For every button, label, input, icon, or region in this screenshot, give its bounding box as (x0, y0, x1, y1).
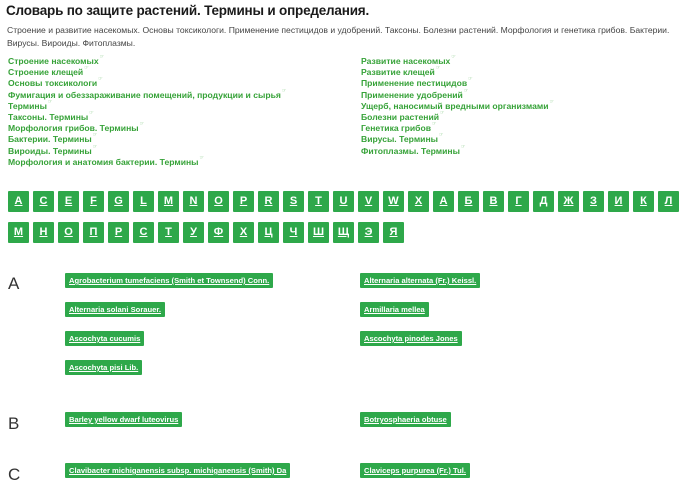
alphabet-letter-button[interactable]: Г (508, 191, 529, 212)
external-link-icon: ☞ (440, 109, 445, 116)
alphabet-letter-button[interactable]: Д (533, 191, 554, 212)
alphabet-letter-button[interactable]: W (383, 191, 404, 212)
topic-link-item (361, 88, 554, 99)
alphabet-letter-button[interactable]: А (433, 191, 454, 212)
alphabet-row-2 (8, 222, 698, 243)
alphabet-letter-button[interactable]: Л (658, 191, 679, 212)
section-heading-a: A (8, 274, 20, 293)
alphabet-letter-button[interactable]: И (608, 191, 629, 212)
alphabet-letter-button[interactable]: У (183, 222, 204, 243)
alphabet-letter-button[interactable]: Ч (283, 222, 304, 243)
term-link[interactable]: Barley yellow dwarf luteovirus (65, 412, 182, 427)
term-link[interactable]: Alternaria alternata (Fr.) Keissl. (360, 273, 480, 288)
alphabet-letter-button[interactable]: L (133, 191, 154, 212)
term-link[interactable]: Armillaria mellea (360, 302, 429, 317)
topic-link-morfologiya-bakterii[interactable]: Морфология и анатомия бактерии. Термины (8, 156, 199, 167)
external-link-icon: ☞ (139, 121, 145, 128)
alphabet-letter-button[interactable]: Щ (333, 222, 354, 243)
external-link-icon: ☞ (460, 143, 466, 150)
external-link-icon: ☞ (84, 65, 89, 72)
external-link-icon: ☞ (99, 54, 105, 60)
topic-link-item (8, 76, 286, 87)
topic-link-ushcherb[interactable]: Ущерб, наносимый вредными организмами (361, 100, 549, 111)
alphabet-letter-button[interactable]: Ж (558, 191, 579, 212)
topic-link-razvitie-nasekomyh[interactable]: Развитие насекомых (361, 56, 451, 66)
external-link-icon: ☞ (463, 87, 469, 94)
term-link[interactable]: Botryosphaeria obtuse (360, 412, 451, 427)
term-link[interactable]: Agrobacterium tumefaciens (Smith et Townsend) Conn. (65, 273, 273, 288)
alphabet-letter-button[interactable]: Р (108, 222, 129, 243)
section-heading-b: B (8, 414, 20, 433)
topic-link-virusy[interactable]: Вирусы. Термины (361, 134, 438, 145)
topic-link-item (8, 155, 286, 166)
alphabet-letter-button[interactable]: О (58, 222, 79, 243)
alphabet-letter-button[interactable]: Ц (258, 222, 279, 243)
alphabet-letter-button[interactable]: G (108, 191, 129, 212)
external-link-icon: ☞ (199, 154, 205, 161)
topic-link-item (361, 65, 554, 76)
alphabet-letter-button[interactable]: M (158, 191, 179, 212)
external-link-icon: ☞ (451, 54, 456, 60)
alphabet-letter-button[interactable]: Ф (208, 222, 229, 243)
alphabet-letter-button[interactable]: С (133, 222, 154, 243)
alphabet-letter-button[interactable]: Я (383, 222, 404, 243)
alphabet-letter-button[interactable]: R (258, 191, 279, 212)
external-link-icon: ☞ (92, 132, 98, 139)
external-link-icon: ☞ (431, 121, 437, 128)
alphabet-letter-button[interactable]: U (333, 191, 354, 212)
topic-link-primenenie-pestitsidov[interactable]: Применение пестицидов (361, 78, 468, 89)
topic-link-bolezni-rasteniy[interactable]: Болезни растений (361, 111, 440, 122)
alphabet-letter-button[interactable]: V (358, 191, 379, 212)
alphabet-letter-button[interactable]: К (633, 191, 654, 212)
topic-link-item (8, 65, 286, 76)
topic-link-fitoplazmy[interactable]: Фитоплазмы. Термины (361, 145, 460, 156)
alphabet-letter-button[interactable]: T (308, 191, 329, 212)
alphabet-letter-button[interactable]: Н (33, 222, 54, 243)
topic-link-primenenie-udobreniy[interactable]: Применение удобрений (361, 89, 463, 100)
topic-link-item (361, 132, 554, 143)
alphabet-letter-button[interactable]: E (58, 191, 79, 212)
topic-link-item (8, 99, 286, 110)
alphabet-letter-button[interactable]: C (33, 191, 54, 212)
topic-link-terminy[interactable]: Термины (8, 100, 47, 111)
external-link-icon: ☞ (549, 98, 554, 105)
alphabet-letter-button[interactable]: М (8, 222, 29, 243)
alphabet-letter-button[interactable]: Т (158, 222, 179, 243)
topic-link-item (8, 121, 286, 132)
alphabet-letter-button[interactable]: O (208, 191, 229, 212)
external-link-icon: ☞ (435, 65, 441, 72)
alphabet-letter-button[interactable]: P (233, 191, 254, 212)
alphabet-letter-button[interactable]: F (83, 191, 104, 212)
alphabet-letter-button[interactable]: S (283, 191, 304, 212)
term-link[interactable]: Ascochyta pisi Lib. (65, 360, 142, 375)
topic-link-viroidy[interactable]: Вироиды. Термины (8, 145, 92, 156)
topic-link-morfologiya-gribov[interactable]: Морфология грибов. Термины (8, 123, 139, 134)
alphabet-letter-button[interactable]: Б (458, 191, 479, 212)
external-link-icon: ☞ (468, 76, 473, 83)
term-link[interactable]: Alternaria solani Sorauer. (65, 302, 165, 317)
topic-links-right (361, 54, 554, 155)
topic-link-item (361, 76, 554, 87)
topic-link-stroenie-nasekomyh[interactable]: Строение насекомых (8, 56, 99, 66)
topic-link-item (8, 144, 286, 155)
section-heading-c: C (8, 465, 21, 484)
alphabet-letter-button[interactable]: В (483, 191, 504, 212)
topic-link-item (8, 110, 286, 121)
alphabet-row-1 (8, 191, 698, 212)
external-link-icon: ☞ (89, 109, 94, 116)
term-link[interactable]: Clavibacter michiganensis subsp. michiganensis (Smith) Da (65, 463, 290, 478)
topic-link-item (8, 54, 286, 65)
topic-link-item (361, 144, 554, 155)
topic-link-genetika-gribov[interactable]: Генетика грибов (361, 123, 431, 134)
topic-link-item (8, 132, 286, 143)
topic-link-stroenie-kleshchey[interactable]: Строение клещей (8, 67, 84, 78)
topic-links-left (8, 54, 286, 166)
alphabet-letter-button[interactable]: A (8, 191, 29, 212)
alphabet-letter-button[interactable]: N (183, 191, 204, 212)
external-link-icon: ☞ (439, 132, 444, 139)
topic-link-osnovy-toksikologii[interactable]: Основы токсикологи (8, 78, 98, 89)
topic-link-taksony[interactable]: Таксоны. Термины (8, 111, 89, 122)
external-link-icon: ☞ (98, 76, 103, 83)
external-link-icon: ☞ (92, 143, 98, 150)
alphabet-letter-button[interactable]: X (408, 191, 429, 212)
topic-link-razvitie-kleshchey[interactable]: Развитие клещей (361, 67, 435, 78)
topic-link-item (361, 54, 554, 65)
topic-link-fumigatsiya[interactable]: Фумигация и обеззараживание помещений, продукции и сырья (8, 89, 281, 100)
topic-link-bakterii[interactable]: Бактерии. Термины (8, 134, 92, 145)
term-link[interactable]: Claviceps purpurea (Fr.) Tul. (360, 463, 470, 478)
topic-link-item (361, 110, 554, 121)
topic-link-item (361, 121, 554, 132)
alphabet-letter-button[interactable]: П (83, 222, 104, 243)
alphabet-letter-button[interactable]: Э (358, 222, 379, 243)
page-subtitle: Строение и развитие насекомых. Основы токсикологи. Применение пестицидов и удобрений. Таксоны. Болезни растений. Морфология и генетика грибов. Бактерии. Вирусы. Вироиды. Фитоплазмы. (7, 25, 670, 48)
term-link[interactable]: Ascochyta cucumis (65, 331, 144, 346)
page-title: Словарь по защите растений. Термины и определания. (6, 3, 370, 18)
term-link[interactable]: Ascochyta pinodes Jones (360, 331, 462, 346)
alphabet-letter-button[interactable]: З (583, 191, 604, 212)
external-link-icon: ☞ (47, 98, 53, 105)
external-link-icon: ☞ (281, 87, 287, 94)
topic-link-item (8, 88, 286, 99)
alphabet-letter-button[interactable]: Ш (308, 222, 329, 243)
alphabet-letter-button[interactable]: Х (233, 222, 254, 243)
topic-link-item (361, 99, 554, 110)
